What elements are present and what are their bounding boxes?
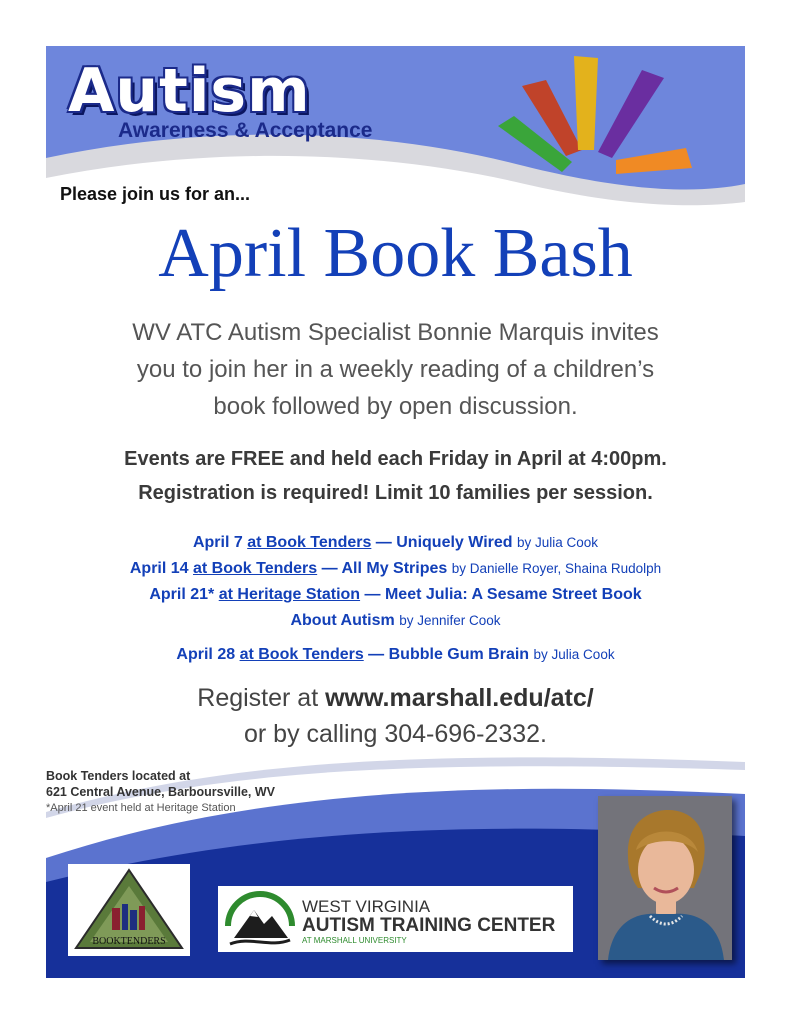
schedule-list [46,530,745,668]
notice-line: Registration is required! Limit 10 families per session. [138,482,653,504]
schedule-dash: — [371,534,397,551]
location-address: 621 Central Avenue, Barboursville, WV [46,785,276,799]
register-prefix: Register at [197,684,326,712]
notice-line: Events are FREE and held each Friday in April at 4:00pm. [124,448,667,470]
book-author: by Jennifer Cook [399,613,501,628]
register-phone: or by calling 304-696-2332. [244,720,547,748]
booktenders-logo [68,864,190,956]
book-title: Meet Julia: A Sesame Street Book [384,586,642,603]
location-note: *April 21 event held at Heritage Station [46,802,236,814]
brand-subtitle: Awareness & Acceptance [118,119,373,142]
book-title: Bubble Gum Brain [388,646,530,663]
wvatc-state: WEST VIRGINIA [302,897,431,916]
schedule-date: April 7 [192,534,243,551]
intro-line: WV ATC Autism Specialist Bonnie Marquis invites [132,319,659,346]
register-line [46,680,745,716]
register-url-link[interactable]: www.marshall.edu/atc/ [325,684,594,712]
ray-yellow [574,56,598,150]
invite-lead: Please join us for an... [60,184,251,204]
mountain-icon [220,886,300,952]
registration-info [46,680,745,752]
booktenders-triangle-icon [68,864,190,956]
book-author: by Julia Cook [517,535,599,550]
speaker-photo [598,796,732,960]
book-author: by Julia Cook [533,647,615,662]
schedule-dash: — [317,560,342,577]
schedule-item [46,582,745,608]
schedule-item [46,642,745,668]
book-author: by Danielle Royer, Shaina Rudolph [451,561,662,576]
venue-link[interactable]: at Heritage Station [218,586,361,603]
schedule-date: April 28 [176,646,236,663]
schedule-item-continued [46,608,745,634]
schedule-dash: — [360,586,385,603]
venue-link[interactable]: at Book Tenders [193,560,318,577]
venue-link[interactable]: at Book Tenders [247,534,372,551]
intro-line: you to join her in a weekly reading of a children’s [136,356,655,383]
brand-title: Autism [68,56,311,126]
location-info [46,768,275,816]
location-line: Book Tenders located at [46,769,191,783]
wvatc-name: AUTISM TRAINING CENTER [302,915,556,936]
venue-link[interactable]: at Book Tenders [239,646,364,663]
schedule-dash: — [363,646,389,663]
event-title: April Book Bash [158,215,633,292]
intro-line: book followed by open discussion. [213,393,578,420]
schedule-date: April 14 [129,560,193,577]
intro-paragraph [46,314,745,425]
wvatc-affiliation: AT MARSHALL UNIVERSITY [302,936,407,945]
book-title: Uniquely Wired [396,534,513,551]
schedule-date: April 21* [149,586,215,603]
schedule-item [46,556,745,582]
flyer [46,46,745,978]
book-title: About Autism [290,612,395,629]
svg-text:BOOKTENDERS: BOOKTENDERS [92,936,166,947]
schedule-item [46,530,745,556]
wvatc-logo [218,886,573,952]
event-notice [46,442,745,510]
book-title: All My Stripes [341,560,448,577]
portrait-image [598,796,732,960]
